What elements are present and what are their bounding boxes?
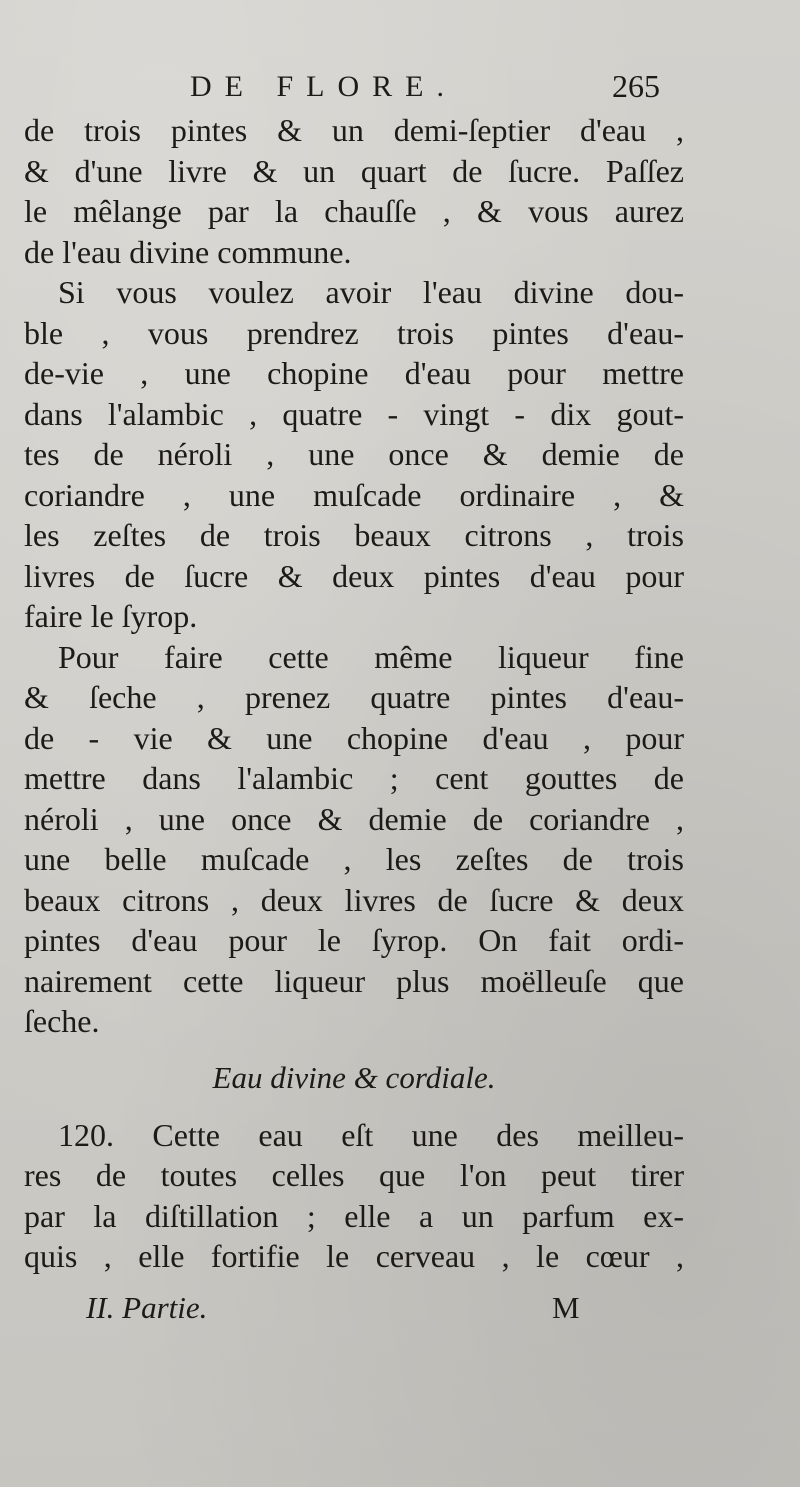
text-line: tes de néroli , une once & demie de (24, 436, 684, 472)
text-line: ſeche. (24, 1003, 100, 1039)
text-line: nairement cette liqueur plus moëlleuſe que (24, 962, 684, 999)
page-number: 265 (612, 68, 660, 104)
text-line: le mêlange par la chauſſe , & vous aurez (24, 193, 684, 229)
text-line: coriandre , une muſcade ordinaire , & (24, 476, 684, 513)
text-line: & ſeche , prenez quatre pintes d'eau- (24, 679, 684, 715)
section-heading: Eau divine & cordiale. (212, 1059, 496, 1095)
text-line: pintes d'eau pour le ſyrop. On fait ordi- (24, 922, 684, 958)
text-line: beaux citrons , deux livres de ſucre & deux (24, 881, 684, 918)
text-line: par la diſtillation ; elle a un parfum ex- (24, 1197, 684, 1234)
page-footer (0, 1290, 800, 1334)
part-label: II. Partie. (86, 1290, 208, 1325)
text-line: livres de ſucre & deux pintes d'eau pour (24, 557, 684, 594)
page-body (24, 110, 684, 1277)
text-line: néroli , une once & demie de coriandre , (24, 800, 684, 837)
text-line: 120. Cette eau eſt une des meilleu- (58, 1116, 684, 1153)
text-line: ble , vous prendrez trois pintes d'eau- (24, 314, 684, 351)
text-line: de trois pintes & un demi-ſeptier d'eau , (24, 112, 684, 148)
text-line: mettre dans l'alambic ; cent gouttes de (24, 760, 684, 796)
text-line: de - vie & une chopine d'eau , pour (24, 719, 684, 756)
text-line: res de toutes celles que l'on peut tirer (24, 1157, 684, 1193)
text-line: faire le ſyrop. (24, 598, 198, 634)
text-line: quis , elle fortifie le cerveau , le cœur , (24, 1238, 684, 1274)
text-line: dans l'alambic , quatre - vingt - dix gout- (24, 395, 684, 432)
text-line: Si vous voulez avoir l'eau divine dou- (58, 274, 684, 310)
text-line: une belle muſcade , les zeſtes de trois (24, 841, 684, 877)
running-head: DE FLORE. (190, 70, 457, 103)
text-line: les zeſtes de trois beaux citrons , trois (24, 517, 684, 553)
text-line: de-vie , une chopine d'eau pour mettre (24, 355, 684, 391)
text-line: & d'une livre & un quart de ſucre. Paſſez (24, 152, 684, 189)
text-line: Pour faire cette même liqueur fine (58, 638, 684, 675)
signature-mark: M (552, 1290, 580, 1325)
text-line: de l'eau divine commune. (24, 233, 352, 270)
